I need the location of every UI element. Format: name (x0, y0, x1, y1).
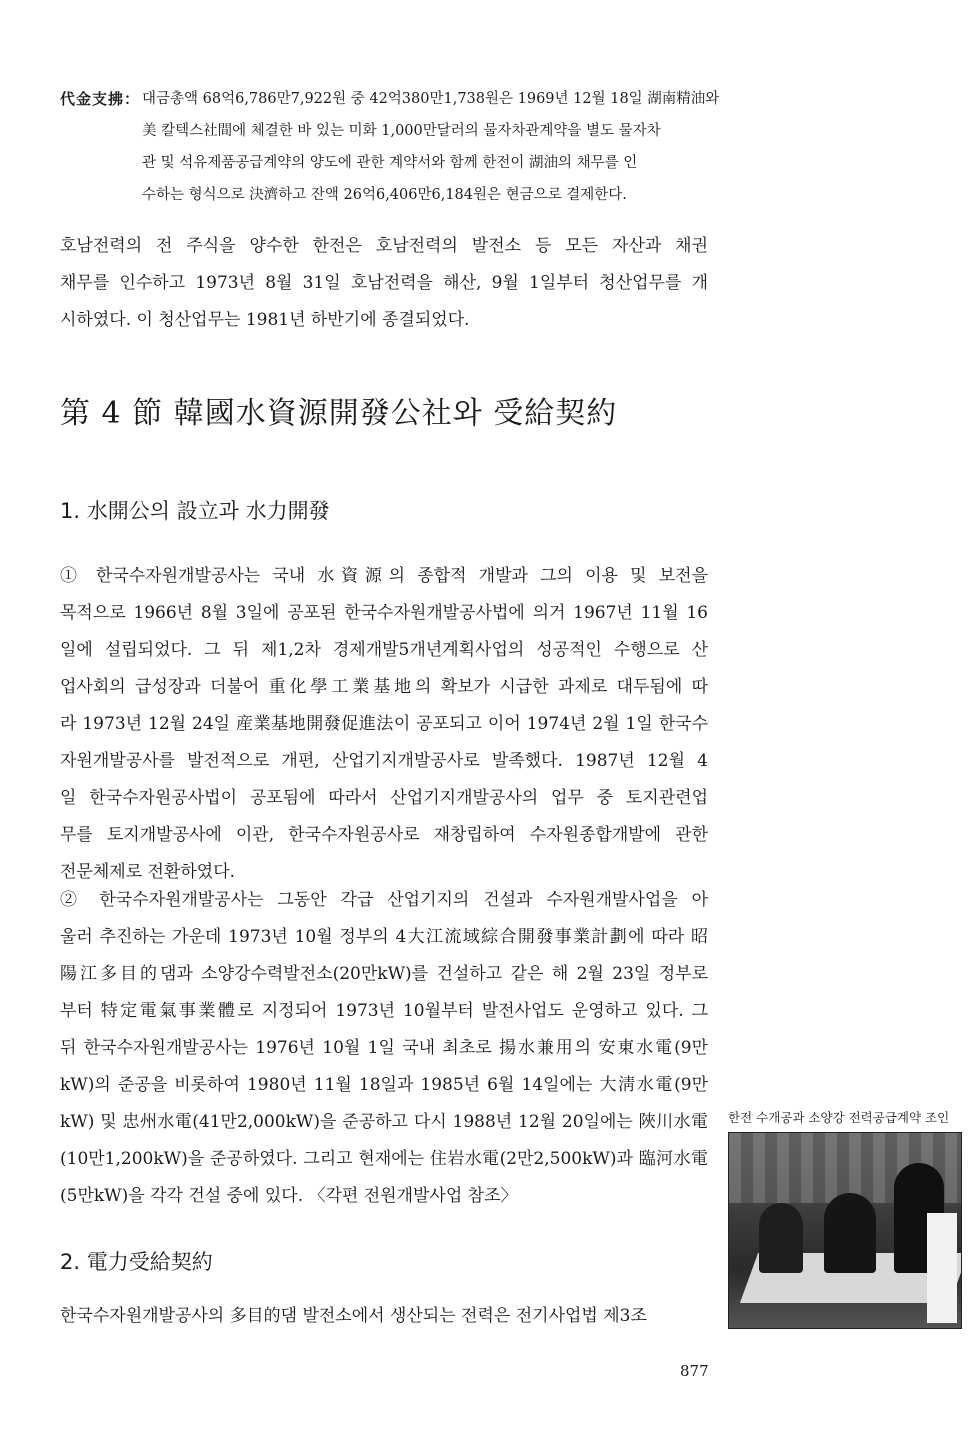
text-line: 뒤 한국수자원개발공사는 1976년 10월 1일 국내 최초로 揚水兼用의 安東水電(9만 (60, 1038, 708, 1058)
payment-line: 대금총액 68억6,786만7,922원 중 42억380만1,738원은 1969년 12월 18일 湖南精油와 (142, 91, 720, 107)
text-line: 일 한국수자원공사법이 공포됨에 따라서 산업기지개발공사의 업무 중 토지관련업 (60, 788, 708, 808)
photo-person (759, 1203, 803, 1273)
text-line: 채무를 인수하고 1973년 8월 31일 호남전력을 해산, 9월 1일부터 청산업무를 개 (60, 273, 708, 293)
subsection-title-1: 1. 水開公의 設立과 水力開發 (60, 499, 330, 523)
text-line: kW)의 준공을 비롯하여 1980년 11월 18일과 1985년 6월 14일에는 大淸水電(9만 (60, 1075, 708, 1095)
text-line: 전문체제로 전환하였다. (60, 862, 236, 882)
section-title: 第 4 節 韓國水資源開發公社와 受給契約 (60, 396, 618, 431)
payment-line: 수하는 형식으로 決濟하고 잔액 26억6,406만6,184원은 현금으로 결제한다. (142, 187, 627, 203)
photo-flag (927, 1213, 957, 1323)
paragraph-1 (60, 558, 708, 891)
contract-signing-photo (728, 1132, 962, 1329)
text-line: ① 한국수자원개발공사는 국내 水資源의 종합적 개발과 그의 이용 및 보전을 (60, 566, 708, 586)
payment-line: 관 및 석유제품공급계약의 양도에 관한 계약서와 함께 한전이 湖油의 채무를 인 (142, 155, 638, 171)
photo-caption: 한전 수개공과 소양강 전력공급계약 조인 (728, 1110, 950, 1125)
text-line: kW) 및 忠州水電(41만2,000kW)을 준공하고 다시 1988년 12월 20일에는 陜川水電 (60, 1112, 708, 1132)
text-line: (5만kW)을 각각 건설 중에 있다. 〈각편 전원개발사업 참조〉 (60, 1186, 518, 1206)
photo-figure (728, 1106, 964, 1329)
text-line: 부터 特定電氣事業體로 지정되어 1973년 10월부터 발전사업도 운영하고 있다. 그 (60, 1001, 708, 1021)
text-line: (10만1,200kW)을 준공하였다. 그리고 현재에는 住岩水電(2만2,500kW)과 臨河水電 (60, 1149, 708, 1169)
text-line: 울러 추진하는 가운데 1973년 10월 정부의 4大江流域綜合開發事業計劃에 따라 昭 (60, 927, 708, 947)
text-line: 무를 토지개발공사에 이관, 한국수자원공사로 재창립하여 수자원종합개발에 관한 (60, 825, 708, 845)
text-line: 업사회의 급성장과 더불어 重化學工業基地의 확보가 시급한 과제로 대두됨에 따 (60, 677, 708, 697)
text-line: 일에 설립되었다. 그 뒤 제1,2차 경제개발5개년계획사업의 성공적인 수행으로 산 (60, 640, 708, 660)
text-line: 목적으로 1966년 8월 3일에 공포된 한국수자원개발공사법에 의거 1967년 11월 16 (60, 603, 708, 623)
text-line: ② 한국수자원개발공사는 그동안 각급 산업기지의 건설과 수자원개발사업을 아 (60, 890, 708, 910)
text-line: 자원개발공사를 발전적으로 개편, 산업기지개발공사로 발족했다. 1987년 12월 4 (60, 751, 708, 771)
page-number: 877 (680, 1362, 709, 1380)
text-line: 陽江多目的댐과 소양강수력발전소(20만kW)를 건설하고 같은 해 2월 23일 정부로 (60, 964, 708, 984)
text-line: 한국수자원개발공사의 多目的댐 발전소에서 생산되는 전력은 전기사업법 제3조 (60, 1306, 647, 1326)
text-line: 호남전력의 전 주식을 양수한 한전은 호남전력의 발전소 등 모든 자산과 채권 (60, 236, 708, 256)
paragraph-3 (60, 1298, 708, 1335)
subsection-title-2: 2. 電力受給契約 (60, 1250, 213, 1274)
intro-paragraph (60, 228, 708, 339)
paragraph-2 (60, 882, 708, 1215)
text-line: 라 1973년 12월 24일 産業基地開發促進法이 공포되고 이어 1974년 2월 1일 한국수 (60, 714, 708, 734)
photo-person (824, 1193, 876, 1273)
payment-line: 美 칼텍스社間에 체결한 바 있는 미화 1,000만달러의 물자차관계약을 별도 물자차 (142, 123, 661, 139)
payment-label: 代金支拂： (60, 90, 141, 108)
text-line: 시하였다. 이 청산업무는 1981년 하반기에 종결되었다. (60, 310, 470, 330)
